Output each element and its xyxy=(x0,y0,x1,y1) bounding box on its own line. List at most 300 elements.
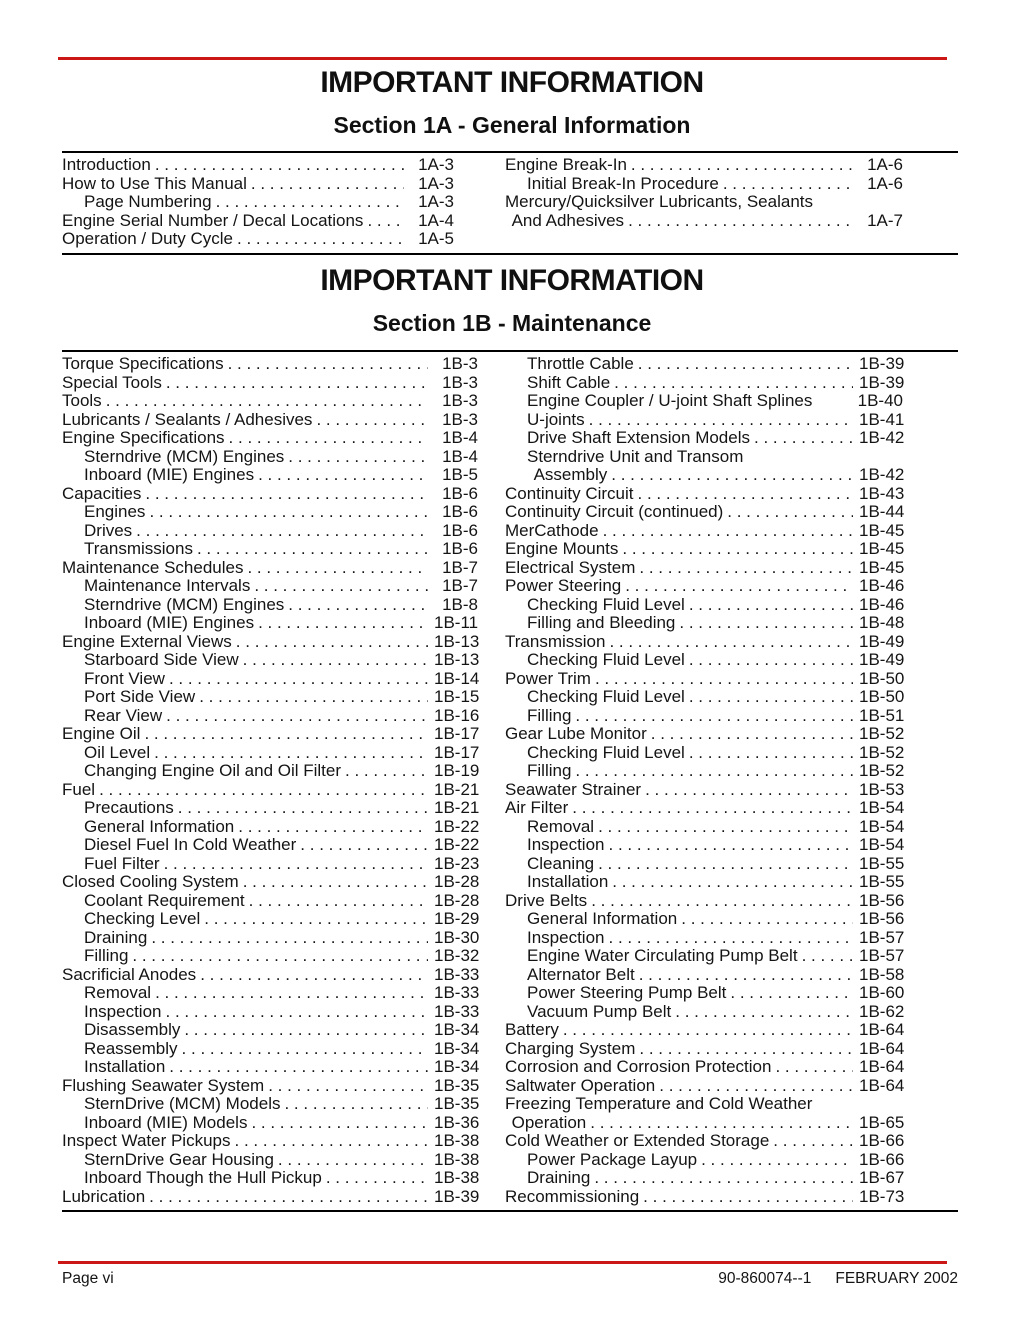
toc-dot-leader xyxy=(609,633,853,652)
toc-page-number: 1B-64 xyxy=(859,1057,905,1076)
toc-page-number: 1B-23 xyxy=(434,853,480,873)
toc-entry-text: Shift Cable xyxy=(527,372,611,392)
toc-entry xyxy=(62,392,478,411)
toc-dot-leader xyxy=(689,651,853,670)
toc-dot-leader xyxy=(614,374,853,393)
toc-page-number: 1B-55 xyxy=(859,853,905,873)
toc-dot-leader xyxy=(590,1114,853,1133)
toc-entry-text: Sacrificial Anodes xyxy=(62,964,197,984)
toc-entry-text: Continuity Circuit xyxy=(505,483,634,503)
top-red-rule xyxy=(58,57,947,60)
toc-entry-text: Power Steering Pump Belt xyxy=(527,983,727,1002)
toc-page-number: 1B-62 xyxy=(859,1001,905,1021)
toc-page-number: 1A-6 xyxy=(867,155,903,174)
toc-entry-text: Capacities xyxy=(62,483,142,503)
toc-page-number: 1B-32 xyxy=(434,946,480,965)
toc-page-number: 1B-42 xyxy=(859,428,905,447)
bottom-red-rule xyxy=(58,1261,947,1264)
toc-dot-leader xyxy=(316,411,428,430)
toc-dot-leader xyxy=(625,577,853,596)
toc-dot-leader xyxy=(723,175,853,194)
toc-entry xyxy=(62,1058,478,1077)
section-1a-toc xyxy=(62,151,958,255)
toc-dot-leader xyxy=(155,156,404,175)
toc-entry-text: Maintenance Intervals xyxy=(84,576,251,595)
toc-entry-text: SternDrive Gear Housing xyxy=(84,1149,274,1169)
toc-entry xyxy=(505,1188,903,1207)
toc-entry xyxy=(505,1040,903,1059)
toc-entry xyxy=(62,1188,478,1207)
toc-entry xyxy=(62,466,478,485)
toc-page-number: 1B-4 xyxy=(442,428,478,447)
toc-dot-leader xyxy=(166,374,428,393)
toc-entry xyxy=(62,947,478,966)
toc-dot-leader xyxy=(247,559,428,578)
toc-entry xyxy=(505,1021,903,1040)
toc-dot-leader xyxy=(182,1040,428,1059)
toc-page-number: 1A-3 xyxy=(418,173,454,193)
toc-dot-leader xyxy=(258,466,428,485)
toc-entry xyxy=(62,1003,478,1022)
toc-dot-leader xyxy=(609,929,854,948)
footer-date: FEBRUARY 2002 xyxy=(835,1270,958,1287)
toc-column-left xyxy=(62,156,454,249)
toc-entry xyxy=(505,651,903,670)
toc-entry-text: Reassembly xyxy=(84,1038,178,1058)
toc-page-number: 1B-42 xyxy=(859,465,905,484)
toc-entry xyxy=(62,762,478,781)
toc-dot-leader xyxy=(178,799,428,818)
toc-page-number: 1B-3 xyxy=(442,372,478,392)
toc-entry xyxy=(505,984,903,1003)
toc-dot-leader xyxy=(628,212,853,231)
toc-entry-text: Page Numbering xyxy=(84,192,212,211)
toc-entry-text: Engine Specifications xyxy=(62,428,225,447)
toc-entry xyxy=(505,374,903,393)
toc-dot-leader xyxy=(99,781,428,800)
toc-dot-leader xyxy=(730,984,853,1003)
toc-entry-text: Engine Break-In xyxy=(505,155,627,174)
toc-dot-leader xyxy=(106,392,428,411)
toc-page-number: 1B-52 xyxy=(859,742,905,762)
toc-entry xyxy=(62,503,478,522)
section-1a-header xyxy=(0,66,1024,139)
toc-entry-text: Charging System xyxy=(505,1038,636,1058)
toc-entry xyxy=(62,781,478,800)
toc-entry xyxy=(505,596,903,615)
toc-page-number: 1B-17 xyxy=(434,742,480,762)
toc-page-number: 1B-16 xyxy=(434,705,480,725)
section-1b-header xyxy=(0,264,1024,337)
toc-entry-text: Inspection xyxy=(84,1001,162,1021)
toc-page-number: 1B-60 xyxy=(859,983,905,1002)
toc-entry xyxy=(505,947,903,966)
toc-page-number: 1B-65 xyxy=(859,1112,905,1132)
toc-page-number: 1B-39 xyxy=(859,372,905,392)
toc-entry xyxy=(505,614,903,633)
toc-entry-text: Engine Water Circulating Pump Belt xyxy=(527,946,798,965)
toc-dot-leader xyxy=(151,929,428,948)
toc-entry xyxy=(62,1095,478,1114)
toc-entry-text: Power Package Layup xyxy=(527,1149,698,1169)
toc-column-right xyxy=(505,156,903,249)
toc-page-number: 1B-21 xyxy=(434,798,480,817)
toc-page-number: 1B-49 xyxy=(859,631,905,651)
toc-dot-leader xyxy=(254,577,428,596)
toc-entry-text: Drives xyxy=(84,520,133,540)
toc-page-number: 1B-14 xyxy=(434,668,480,688)
toc-page-number: 1A-7 xyxy=(867,210,903,230)
toc-entry xyxy=(505,175,903,194)
toc-entry-text: Lubricants / Sealants / Adhesives xyxy=(62,409,313,429)
toc-page-number: 1B-50 xyxy=(859,687,905,706)
toc-entry-text: Drive Shaft Extension Models xyxy=(527,428,750,447)
toc-page-number: 1B-45 xyxy=(859,520,905,540)
toc-page-number: 1B-53 xyxy=(859,779,905,799)
toc-entry xyxy=(62,910,478,929)
toc-dot-leader xyxy=(679,614,853,633)
toc-entry xyxy=(505,466,903,485)
toc-entry-text: SternDrive (MCM) Models xyxy=(84,1094,281,1113)
toc-entry xyxy=(62,230,454,249)
toc-dot-leader xyxy=(572,799,853,818)
footer-doc-number: 90-860074--1 xyxy=(718,1270,812,1287)
toc-page-number: 1A-6 xyxy=(867,173,903,193)
toc-page-number: 1B-6 xyxy=(442,520,478,540)
toc-dot-leader xyxy=(563,1021,853,1040)
toc-entry xyxy=(62,448,478,467)
toc-entry-text: Inspection xyxy=(527,835,605,854)
toc-dot-leader xyxy=(268,1077,428,1096)
toc-entry xyxy=(62,966,478,985)
toc-entry-text: General Information xyxy=(527,909,678,928)
toc-page-number: 1B-33 xyxy=(434,983,480,1002)
toc-dot-leader xyxy=(575,707,853,726)
toc-entry xyxy=(505,1077,903,1096)
toc-entry xyxy=(62,929,478,948)
toc-entry xyxy=(505,910,903,929)
toc-entry-text: Assembly xyxy=(533,465,608,484)
toc-page-number: 1B-22 xyxy=(434,835,480,854)
toc-entry xyxy=(505,929,903,948)
toc-dot-leader xyxy=(645,781,853,800)
toc-entry xyxy=(62,577,478,596)
toc-page-number: 1B-66 xyxy=(859,1131,905,1150)
toc-page-number: 1B-3 xyxy=(442,409,478,429)
toc-page-number: 1B-17 xyxy=(434,724,480,743)
toc-entry xyxy=(505,781,903,800)
toc-page-number: 1B-54 xyxy=(859,835,905,854)
toc-page-number: 1B-3 xyxy=(442,354,478,373)
toc-dot-leader xyxy=(689,744,853,763)
toc-page-number: 1A-5 xyxy=(418,229,454,248)
toc-entry xyxy=(62,193,454,212)
toc-page-number: 1B-48 xyxy=(859,613,905,632)
toc-dot-leader xyxy=(229,429,428,448)
section-1a-subtitle: Section 1A - General Information xyxy=(333,112,691,138)
toc-entry-text: Lubrication xyxy=(62,1186,146,1206)
toc-entry xyxy=(505,577,903,596)
toc-entry-text: Filling xyxy=(527,705,572,725)
toc-dot-leader xyxy=(345,762,428,781)
toc-page-number: 1B-4 xyxy=(442,446,478,466)
toc-entry-text: And Adhesives xyxy=(511,210,625,230)
toc-entry xyxy=(62,1077,478,1096)
toc-entry-text: Filling xyxy=(527,761,572,780)
toc-page-number: 1B-13 xyxy=(434,650,480,669)
toc-page-number: 1B-41 xyxy=(859,409,905,429)
toc-dot-leader xyxy=(136,522,428,541)
toc-entry-text: Cold Weather or Extended Storage xyxy=(505,1131,770,1150)
footer-document-info xyxy=(718,1270,958,1288)
toc-entry-text: Battery xyxy=(505,1020,559,1039)
toc-entry xyxy=(505,707,903,726)
toc-entry-text: Special Tools xyxy=(62,372,162,392)
toc-entry-text: Air Filter xyxy=(505,798,569,817)
toc-dot-leader xyxy=(144,725,428,744)
toc-page-number: 1B-29 xyxy=(434,909,480,928)
toc-dot-leader xyxy=(603,522,853,541)
toc-dot-leader xyxy=(278,1151,428,1170)
toc-entry-text: Changing Engine Oil and Oil Filter xyxy=(84,761,342,780)
toc-dot-leader xyxy=(145,485,428,504)
toc-page-number: 1B-3 xyxy=(442,391,478,410)
toc-entry xyxy=(62,1040,478,1059)
toc-page-number: 1B-7 xyxy=(442,576,478,595)
toc-entry xyxy=(62,411,478,430)
toc-entry xyxy=(505,411,903,430)
toc-dot-leader xyxy=(166,707,428,726)
toc-dot-leader xyxy=(284,1095,428,1114)
toc-dot-leader xyxy=(132,947,428,966)
toc-entry xyxy=(62,836,478,855)
toc-entry-text: Freezing Temperature and Cold Weather xyxy=(505,1094,813,1113)
toc-page-number: 1B-36 xyxy=(434,1112,480,1132)
toc-dot-leader xyxy=(236,633,428,652)
toc-page-number: 1B-56 xyxy=(859,909,905,928)
toc-entry-text: Checking Fluid Level xyxy=(527,687,685,706)
toc-entry-text: Alternator Belt xyxy=(527,964,635,984)
toc-page-number: 1B-40 xyxy=(857,391,903,410)
toc-page-number: 1B-66 xyxy=(859,1149,905,1169)
toc-dot-leader xyxy=(595,670,853,689)
toc-page-number: 1B-50 xyxy=(859,668,905,688)
toc-entry xyxy=(505,392,903,411)
footer-page-label: Page vi xyxy=(62,1270,114,1287)
toc-dot-leader xyxy=(149,1188,428,1207)
toc-dot-leader xyxy=(701,1151,853,1170)
toc-page-number: 1B-22 xyxy=(434,816,480,836)
toc-dot-leader xyxy=(300,836,428,855)
toc-entry xyxy=(505,429,903,448)
toc-entry-text: Operation / Duty Cycle xyxy=(62,229,234,248)
toc-entry-text: Installation xyxy=(527,872,609,891)
toc-dot-leader xyxy=(773,1132,853,1151)
toc-entry-text: Starboard Side View xyxy=(84,650,239,669)
toc-page-number: 1B-38 xyxy=(434,1168,480,1187)
toc-page-number: 1A-3 xyxy=(418,192,454,211)
toc-entry xyxy=(62,156,454,175)
toc-entry xyxy=(505,1003,903,1022)
toc-entry-text: Seawater Strainer xyxy=(505,779,642,799)
toc-dot-leader xyxy=(326,1169,428,1188)
toc-entry xyxy=(62,614,478,633)
toc-entry xyxy=(505,744,903,763)
toc-entry-text: Filling xyxy=(84,946,129,965)
toc-entry-text: Sterndrive Unit and Transom xyxy=(527,446,744,466)
toc-entry xyxy=(62,429,478,448)
toc-entry-text: Transmissions xyxy=(84,539,193,558)
toc-entry xyxy=(505,1095,903,1114)
toc-entry-text: U-joints xyxy=(527,409,585,429)
section-1b-title: IMPORTANT INFORMATION xyxy=(320,264,704,297)
toc-entry xyxy=(62,984,478,1003)
toc-page-number: 1B-54 xyxy=(859,816,905,836)
toc-dot-leader xyxy=(727,503,853,522)
toc-entry-text: Closed Cooling System xyxy=(62,872,239,891)
toc-entry-text: Engine Serial Number / Decal Locations xyxy=(62,210,364,230)
toc-dot-leader xyxy=(216,193,404,212)
toc-dot-leader xyxy=(681,910,853,929)
toc-entry-text: Checking Level xyxy=(84,909,201,928)
toc-dot-leader xyxy=(155,984,428,1003)
toc-entry xyxy=(505,799,903,818)
toc-page-number: 1B-34 xyxy=(434,1020,480,1039)
toc-dot-leader xyxy=(237,230,404,249)
toc-page-number: 1B-6 xyxy=(442,502,478,521)
toc-dot-leader xyxy=(651,725,853,744)
toc-page-number: 1B-11 xyxy=(434,613,479,632)
toc-entry-text: Introduction xyxy=(62,155,151,174)
toc-dot-leader xyxy=(594,1169,853,1188)
toc-entry xyxy=(505,485,903,504)
toc-column-left xyxy=(62,355,478,1206)
toc-page-number: 1B-73 xyxy=(859,1186,905,1206)
toc-dot-leader xyxy=(243,651,428,670)
toc-page-number: 1B-5 xyxy=(442,465,478,484)
toc-entry xyxy=(505,503,903,522)
toc-page-number: 1B-46 xyxy=(859,594,905,614)
toc-dot-leader xyxy=(612,873,853,892)
toc-page-number: 1B-54 xyxy=(859,798,905,817)
toc-entry-text: Rear View xyxy=(84,705,163,725)
toc-entry xyxy=(62,818,478,837)
toc-entry xyxy=(505,818,903,837)
toc-entry-text: Diesel Fuel In Cold Weather xyxy=(84,835,297,854)
toc-entry-text: Fuel Filter xyxy=(84,853,160,873)
toc-entry xyxy=(505,355,903,374)
toc-entry xyxy=(62,688,478,707)
toc-page-number: 1A-3 xyxy=(418,155,454,174)
toc-entry xyxy=(62,799,478,818)
section-1b-subtitle: Section 1B - Maintenance xyxy=(372,310,652,336)
toc-entry-text: Removal xyxy=(84,983,152,1002)
toc-dot-leader xyxy=(575,762,853,781)
toc-entry-text: General Information xyxy=(84,816,235,836)
toc-page-number: 1B-35 xyxy=(434,1075,480,1095)
toc-dot-leader xyxy=(258,614,428,633)
toc-entry-text: Gear Lube Monitor xyxy=(505,724,647,743)
toc-dot-leader xyxy=(598,818,853,837)
toc-page-number: 1A-4 xyxy=(418,210,454,230)
toc-entry xyxy=(505,193,903,212)
toc-page-number: 1B-28 xyxy=(434,890,480,910)
toc-entry xyxy=(62,485,478,504)
toc-page-number: 1B-51 xyxy=(859,705,905,725)
toc-entry xyxy=(505,688,903,707)
toc-entry-text: How to Use This Manual xyxy=(62,173,247,193)
toc-entry-text: Removal xyxy=(527,816,595,836)
toc-entry-text: Coolant Requirement xyxy=(84,890,245,910)
toc-entry-text: Continuity Circuit (continued) xyxy=(505,502,724,521)
toc-entry xyxy=(62,651,478,670)
toc-entry xyxy=(62,355,478,374)
toc-entry-text: Inboard (MIE) Models xyxy=(84,1112,248,1132)
toc-dot-leader xyxy=(154,744,428,763)
toc-entry-text: MerCathode xyxy=(505,520,599,540)
toc-page-number: 1B-19 xyxy=(434,761,480,780)
toc-entry-text: Maintenance Schedules xyxy=(62,557,244,577)
toc-entry-text: Operation xyxy=(511,1112,587,1132)
toc-dot-leader xyxy=(169,670,428,689)
toc-dot-leader xyxy=(631,156,853,175)
toc-entry xyxy=(505,966,903,985)
toc-entry-text: Draining xyxy=(84,927,148,947)
toc-entry xyxy=(505,633,903,652)
toc-entry xyxy=(505,448,903,467)
toc-page-number: 1B-67 xyxy=(859,1168,905,1187)
toc-dot-leader xyxy=(199,688,428,707)
toc-page-number: 1B-21 xyxy=(434,779,480,799)
toc-dot-leader xyxy=(638,355,853,374)
toc-entry-text: Port Side View xyxy=(84,687,196,706)
toc-page-number: 1B-45 xyxy=(859,557,905,577)
toc-entry xyxy=(505,762,903,781)
toc-dot-leader xyxy=(235,1132,429,1151)
toc-dot-leader xyxy=(609,836,854,855)
toc-entry-text: Draining xyxy=(527,1168,591,1187)
toc-page-number: 1B-6 xyxy=(442,539,478,558)
toc-entry-text: Flushing Seawater System xyxy=(62,1075,265,1095)
toc-dot-leader xyxy=(622,540,853,559)
toc-dot-leader xyxy=(643,1188,853,1207)
toc-entry-text: Inspect Water Pickups xyxy=(62,1131,231,1150)
toc-dot-leader xyxy=(639,559,853,578)
toc-entry xyxy=(505,540,903,559)
toc-entry-text: Drive Belts xyxy=(505,890,588,910)
toc-page-number: 1B-64 xyxy=(859,1075,905,1095)
toc-entry-text: Inboard (MIE) Engines xyxy=(84,465,255,484)
toc-dot-leader xyxy=(288,596,428,615)
toc-page-number: 1B-13 xyxy=(434,631,480,651)
toc-page-number: 1B-35 xyxy=(434,1094,480,1113)
toc-page-number: 1B-33 xyxy=(434,964,480,984)
toc-dot-leader xyxy=(689,596,853,615)
toc-entry-text: Installation xyxy=(84,1057,166,1076)
toc-entry-text: Front View xyxy=(84,668,165,688)
toc-page-number: 1B-52 xyxy=(859,724,905,743)
toc-page-number: 1B-34 xyxy=(434,1057,480,1076)
toc-dot-leader xyxy=(197,540,428,559)
toc-dot-leader xyxy=(659,1077,853,1096)
toc-entry xyxy=(505,892,903,911)
toc-entry xyxy=(505,156,903,175)
toc-page-number: 1B-52 xyxy=(859,761,905,780)
toc-entry xyxy=(62,559,478,578)
toc-entry xyxy=(62,725,478,744)
toc-entry xyxy=(505,559,903,578)
toc-page-number: 1B-46 xyxy=(859,576,905,595)
